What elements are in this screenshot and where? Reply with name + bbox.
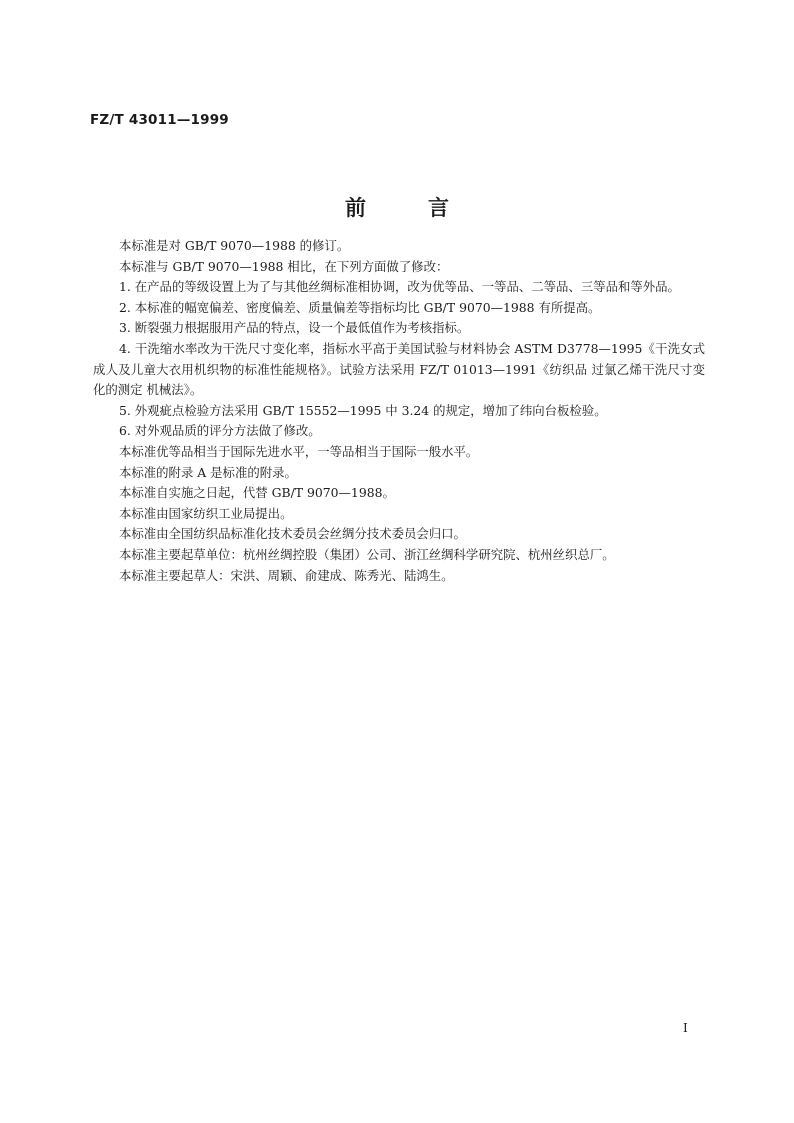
paragraph: 本标准的附录 A 是标准的附录。 [119, 464, 297, 480]
paragraph: 本标准自实施之日起，代替 GB/T 9070—1988。 [119, 485, 395, 501]
standard-code: FZ/T 43011—1999 [90, 112, 229, 128]
foreword-body [93, 236, 705, 586]
list-item: 1. 在产品的等级设置上为了与其他丝绸标准相协调，改为优等品、一等品、二等品、三等品和等外品。 [119, 279, 680, 295]
paragraph: 本标准由国家纺织工业局提出。 [119, 505, 293, 521]
paragraph: 本标准由全国纺织品标准化技术委员会丝绸分技术委员会归口。 [119, 526, 466, 542]
paragraph: 本标准主要起草人：宋洪、周颖、俞建成、陈秀光、陆鸿生。 [119, 567, 454, 583]
title-char-2: 言 [428, 196, 449, 220]
paragraph: 本标准主要起草单位：杭州丝绸控股（集团）公司、浙江丝绸科学研究院、杭州丝织总厂。 [119, 546, 615, 562]
page-title [0, 192, 794, 222]
list-item: 3. 断裂强力根据服用产品的特点，设一个最低值作为考核指标。 [119, 320, 470, 336]
list-item: 5. 外观疵点检验方法采用 GB/T 15552—1995 中 3.24 的规定，增加了纬向台板检验。 [119, 402, 607, 418]
paragraph: 本标准是对 GB/T 9070—1988 的修订。 [119, 238, 350, 253]
list-item: 4. 干洗缩水率改为干洗尺寸变化率，指标水平高于美国试验与材料协会 ASTM D3778—1995《干洗女式成人及儿童大衣用机织物的标准性能规格》。试验方法采用 FZ/T 01013—1991《纺织品 过氯乙烯干洗尺寸变化的测定 机械法》。 [93, 340, 705, 398]
paragraph: 本标准优等品相当于国际先进水平，一等品相当于国际一般水平。 [119, 443, 479, 459]
list-item: 2. 本标准的幅宽偏差、密度偏差、质量偏差等指标均比 GB/T 9070—1988 有所提高。 [119, 299, 601, 315]
title-char-1: 前 [345, 196, 366, 220]
list-item: 6. 对外观品质的评分方法做了修改。 [119, 423, 321, 439]
page-number: I [683, 1021, 688, 1035]
paragraph: 本标准与 GB/T 9070—1988 相比，在下列方面做了修改： [119, 258, 449, 274]
